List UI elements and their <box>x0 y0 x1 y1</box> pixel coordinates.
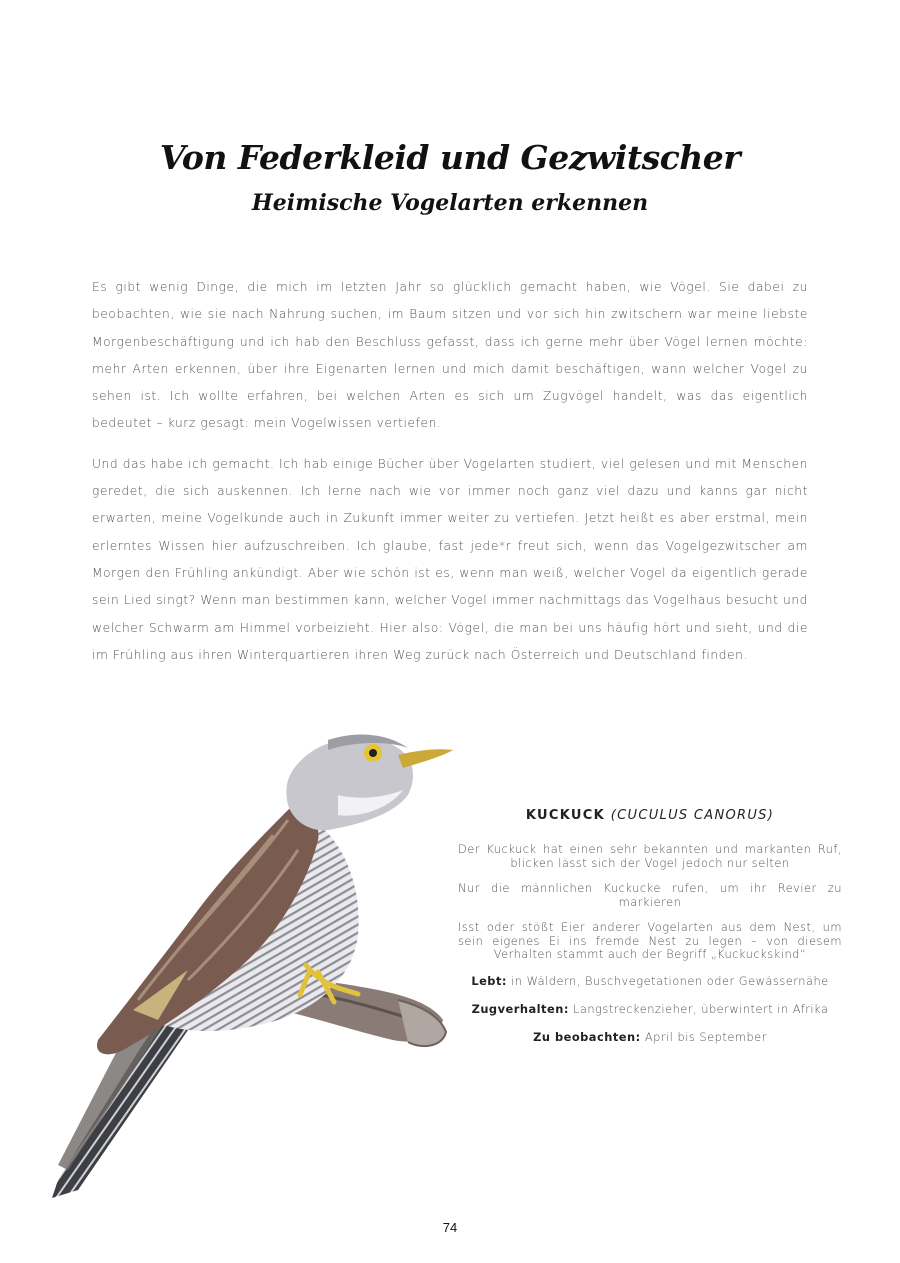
intro-paragraph: Und das habe ich gemacht. Ich hab einige Bücher über Vogelarten studiert, viel gelesen und mit Menschen geredet, die sich auskennen. Ich lerne nach wie vor immer noch ganz viel dazu und kanns gar nicht erwarten, meine Vogelkunde auch in Zukunft immer weiter zu vertiefen. Jetzt heißt es aber erstmal, mein erlerntes Wissen hier aufzuschreiben. Ich glaube, fast jede*r freut sich, wenn das Vogelgezwitscher am Morgen den Frühling ankündigt. Aber wie schön ist es, wenn man weiß, welcher Vogel da eigentlich gerade sein Lied singt? Wenn man bestimmen kann, welcher Vogel immer nachmittags das Vogelhaus besucht und welcher Schwarm am Himmel vorbeizieht. Hier also: Vögel, die man bei uns häufig hört und sieht, und die im Frühling aus ihren Winterquartieren ihren Weg zurück nach Österreich und Deutschland finden. <box>92 456 808 662</box>
intro-text <box>92 274 808 682</box>
head <box>286 738 413 830</box>
page-title: Von Federkleid und Gezwitscher <box>159 138 741 177</box>
intro-paragraph: Es gibt wenig Dinge, die mich im letzten Jahr so glücklich gemacht haben, wie Vögel. Sie dabei zu beobachten, wie sie nach Nahrung suchen, im Baum sitzen und vor sich hin zwitschern war meine liebste Morgenbeschäftigung und ich hab den Beschluss gefasst, dass ich gerne mehr über Vögel lernen möchte: mehr Arten erkennen, über ihre Eigenarten lernen und mich damit beschäftigen, wann welcher Vogel zu sehen ist. Ich wollte erfahren, bei welchen Arten es sich um Zugvögel handelt, was das eigentlich bedeutet – kurz gesagt: mein Vogelwissen vertiefen. <box>92 280 808 431</box>
species-name: KUCKUCK <box>525 808 605 823</box>
fact-value: Langstreckenzieher, überwintert in Afrika <box>573 1001 829 1016</box>
fact-label: Lebt: <box>471 973 507 988</box>
fact-habitat <box>458 974 842 988</box>
fact-label: Zugverhalten: <box>471 1001 569 1016</box>
page-number: 74 <box>442 1220 458 1235</box>
species-latin-name: (CUCULUS CANORUS) <box>610 808 775 823</box>
beak <box>398 749 453 768</box>
fact-migration <box>458 1002 842 1016</box>
species-heading <box>458 808 842 823</box>
fact-value: April bis September <box>644 1029 767 1044</box>
fact-value: in Wäldern, Buschvegetationen oder Gewässernähe <box>511 973 829 988</box>
species-description: Nur die männlichen Kuckucke rufen, um ihr Revier zu markieren <box>458 881 842 909</box>
fact-label: Zu beobachten: <box>533 1029 641 1044</box>
species-description: Der Kuckuck hat einen sehr bekannten und markanten Ruf, blicken lässt sich der Vogel jedoch nur selten <box>458 842 842 870</box>
species-description: Isst oder stößt Eier anderer Vogelarten aus dem Nest, um sein eigenes Ei ins fremde Nest zu legen – von diesem Verhalten stammt auch der Begriff „Kuckuckskind“ <box>458 920 842 961</box>
species-info <box>458 808 842 1058</box>
cuckoo-illustration <box>38 720 458 1205</box>
fact-observation <box>458 1030 842 1044</box>
page-subtitle: Heimische Vogelarten erkennen <box>251 190 649 216</box>
